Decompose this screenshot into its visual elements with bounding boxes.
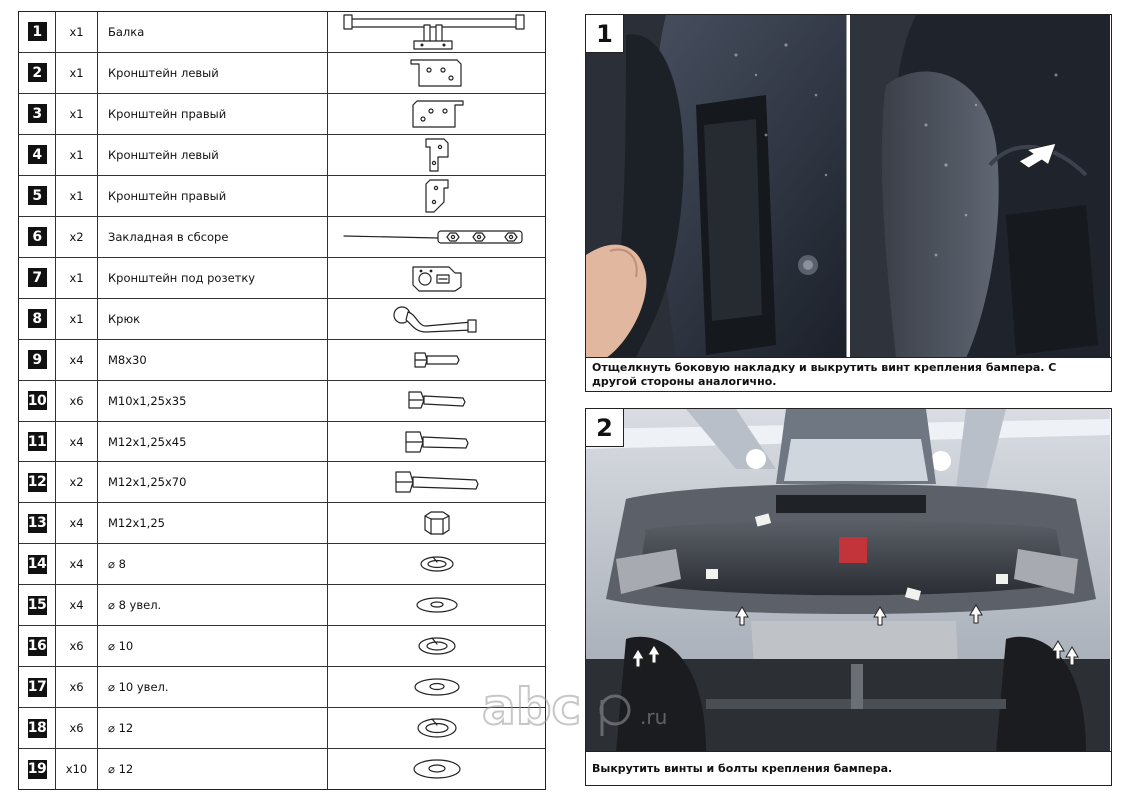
bracket-vertical-right-icon <box>422 178 452 214</box>
item-number: 6 <box>28 227 47 246</box>
step-2-photo <box>586 409 1111 752</box>
table-row <box>19 176 545 217</box>
table-row <box>19 462 545 503</box>
item-quantity: x1 <box>56 94 98 134</box>
spring-washer-icon <box>415 634 459 658</box>
bolt-icon <box>394 468 480 496</box>
socket-bracket-icon <box>409 261 465 295</box>
item-number: 12 <box>27 474 47 491</box>
embedded-plate-icon <box>342 226 532 248</box>
spring-washer-icon <box>417 553 457 575</box>
table-row <box>19 544 545 585</box>
item-name: M10x1,25x35 <box>98 381 328 421</box>
item-quantity: x4 <box>56 340 98 380</box>
item-number: 1 <box>28 22 47 41</box>
item-number: 13 <box>27 515 47 532</box>
bolt-icon <box>407 388 467 414</box>
item-quantity: x1 <box>56 135 98 175</box>
item-quantity: x6 <box>56 708 98 748</box>
table-row <box>19 708 545 749</box>
tow-hook-icon <box>392 304 482 334</box>
bracket-right-icon <box>409 97 465 131</box>
item-name: ⌀ 12 <box>98 708 328 748</box>
bolt-icon <box>413 349 461 371</box>
watermark-suffix: .ru <box>640 705 668 729</box>
flat-washer-icon <box>412 675 462 699</box>
item-quantity: x1 <box>56 258 98 298</box>
item-number: 15 <box>27 597 47 614</box>
item-name: ⌀ 8 увел. <box>98 585 328 625</box>
table-row <box>19 94 545 135</box>
item-name: M8x30 <box>98 340 328 380</box>
item-number: 8 <box>28 309 47 328</box>
item-name: Закладная в сбсоре <box>98 217 328 257</box>
parts-table <box>18 11 546 790</box>
item-quantity: x1 <box>56 176 98 216</box>
spring-washer-icon <box>414 715 460 741</box>
flat-washer-icon <box>411 756 463 782</box>
step-caption: Отщелкнуть боковую накладку и выкрутить винт крепления бампера. С другой стороны аналогично. <box>586 357 1111 391</box>
item-quantity: x4 <box>56 503 98 543</box>
item-quantity: x4 <box>56 422 98 462</box>
item-name: ⌀ 10 <box>98 626 328 666</box>
item-quantity: x10 <box>56 749 98 789</box>
item-quantity: x4 <box>56 544 98 584</box>
item-number: 9 <box>28 350 47 369</box>
bracket-vertical-left-icon <box>422 137 452 173</box>
item-name: Кронштейн правый <box>98 176 328 216</box>
table-row <box>19 299 545 340</box>
item-quantity: x2 <box>56 217 98 257</box>
table-row <box>19 626 545 667</box>
item-number: 14 <box>27 556 47 573</box>
car-rear-bumper-photo <box>586 409 1110 752</box>
step-number-badge: 2 <box>586 409 624 447</box>
item-name: M12x1,25 <box>98 503 328 543</box>
step-number-badge: 1 <box>586 15 624 53</box>
table-row <box>19 12 545 53</box>
item-name: Крюк <box>98 299 328 339</box>
step-panel-1 <box>585 14 1112 392</box>
item-name: M12x1,25x45 <box>98 422 328 462</box>
step-caption: Выкрутить винты и болты крепления бампера. <box>586 751 1111 785</box>
item-quantity: x1 <box>56 299 98 339</box>
table-row <box>19 258 545 299</box>
beam-icon <box>342 13 532 51</box>
item-number: 18 <box>27 720 47 737</box>
table-row <box>19 381 545 422</box>
item-number: 17 <box>27 679 47 696</box>
item-number: 3 <box>28 104 47 123</box>
item-name: Кронштейн правый <box>98 94 328 134</box>
item-number: 4 <box>28 145 47 164</box>
table-row <box>19 503 545 544</box>
item-quantity: x1 <box>56 12 98 52</box>
table-row <box>19 135 545 176</box>
item-number: 2 <box>28 63 47 82</box>
item-number: 19 <box>27 761 47 778</box>
item-number: 10 <box>27 392 47 409</box>
table-row <box>19 585 545 626</box>
table-row <box>19 53 545 94</box>
item-name: ⌀ 10 увел. <box>98 667 328 707</box>
watermark-text: abc <box>482 678 582 736</box>
table-row <box>19 217 545 258</box>
table-row <box>19 667 545 708</box>
item-name: ⌀ 8 <box>98 544 328 584</box>
step-panel-2 <box>585 408 1112 786</box>
item-quantity: x6 <box>56 381 98 421</box>
item-quantity: x6 <box>56 626 98 666</box>
item-name: Кронштейн левый <box>98 135 328 175</box>
table-row <box>19 422 545 463</box>
item-quantity: x6 <box>56 667 98 707</box>
item-name: ⌀ 12 <box>98 749 328 789</box>
item-number: 11 <box>27 433 47 450</box>
bolt-icon <box>404 428 470 456</box>
table-row <box>19 340 545 381</box>
item-name: Балка <box>98 12 328 52</box>
item-quantity: x4 <box>56 585 98 625</box>
item-name: M12x1,25x70 <box>98 462 328 502</box>
item-name: Кронштейн под розетку <box>98 258 328 298</box>
step-1-photo <box>586 15 1111 358</box>
item-quantity: x1 <box>56 53 98 93</box>
item-number: 5 <box>28 186 47 205</box>
item-quantity: x2 <box>56 462 98 502</box>
flat-washer-icon <box>414 594 460 616</box>
item-number: 7 <box>28 268 47 287</box>
table-row <box>19 749 545 789</box>
hex-nut-icon <box>419 510 455 536</box>
item-name: Кронштейн левый <box>98 53 328 93</box>
car-wheel-arch-photo <box>586 15 1110 358</box>
item-number: 16 <box>27 638 47 655</box>
bracket-left-icon <box>409 56 465 90</box>
